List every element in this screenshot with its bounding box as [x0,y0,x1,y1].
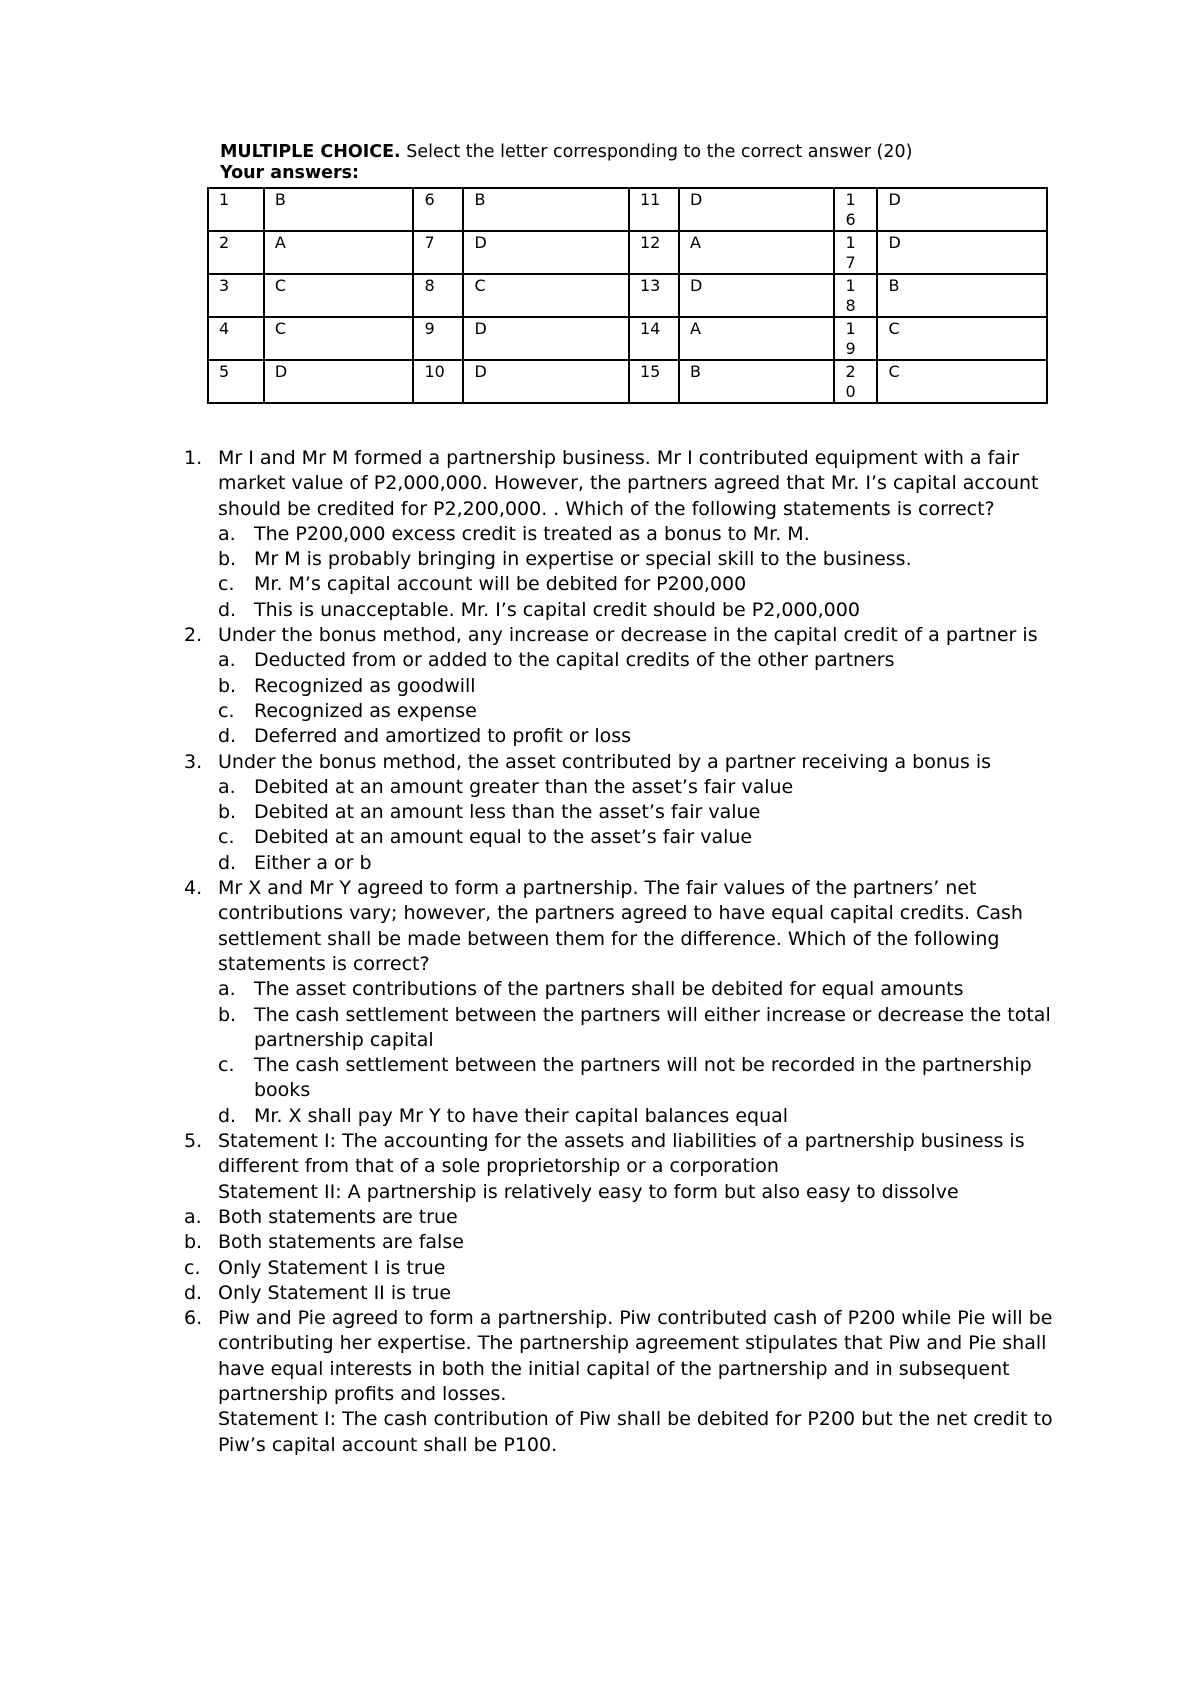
answer-letter: A [679,231,835,274]
answer-number [629,231,679,274]
instructions-header [220,142,1065,184]
question-item [170,750,1070,775]
answer-letter: D [463,231,629,274]
question-item [170,876,1070,977]
answer-option [170,1205,1070,1230]
question-number: 1. [184,447,203,469]
answer-number [629,360,679,403]
option-letter: a. [218,978,236,1001]
answer-number-text: 3 [219,276,230,295]
option-text: Deferred and amortized to profit or loss [254,725,632,748]
option-text: Mr. M’s capital account will be debited for P200,000 [254,573,747,596]
option-letter: d. [218,725,237,748]
option-letter: a. [218,775,236,798]
answer-number-text: 2 [219,233,230,252]
answer-table [207,187,1048,404]
option-text: The P200,000 excess credit is treated as a bonus to Mr. M. [254,522,810,545]
answer-number-text: 8 [424,276,435,295]
answer-option [170,1053,1070,1104]
answer-option [170,1003,1070,1054]
option-letter: b. [218,548,237,571]
answer-row [208,317,1047,360]
question-text: Statement I: The accounting for the assets and liabilities of a partnership business is different from that of a sole proprietorship or a corporation [218,1130,1025,1178]
option-text: This is unacceptable. Mr. I’s capital credit should be P2,000,000 [254,598,860,621]
answer-number [834,274,877,317]
answer-option [170,547,1070,572]
option-letter: b. [218,674,237,697]
answer-number-text: 17 [845,233,856,272]
option-text: Mr. X shall pay Mr Y to have their capital balances equal [254,1104,789,1127]
option-text: Only Statement II is true [218,1281,452,1304]
option-text: Debited at an amount greater than the asset’s fair value [254,775,794,798]
option-text: Both statements are false [218,1231,464,1254]
answer-letter: B [264,188,414,231]
answers-label: Your answers: [220,163,360,183]
answer-option [170,699,1070,724]
answer-letter: D [877,231,1047,274]
option-letter: d. [218,1104,237,1127]
question-item [170,1306,1070,1407]
option-text: Debited at an amount less than the asset’s fair value [254,801,761,824]
answer-number-text: 4 [219,319,230,338]
answer-option [170,522,1070,547]
answer-letter: D [264,360,414,403]
answer-number-text: 5 [219,362,230,381]
question-item [170,1129,1070,1180]
answer-option [170,674,1070,699]
answer-number [413,360,463,403]
option-letter: c. [218,573,235,596]
option-text: Deducted from or added to the capital credits of the other partners [254,649,895,672]
question-text: Piw and Pie agreed to form a partnership. Piw contributed cash of P200 while Pie will be contributing her expertise. The partnership agreement stipulates that Piw and Pie shall have equal interests in both the initial capital of the partnership and in subsequent partnership profits and losses. [218,1307,1053,1405]
answer-option [170,648,1070,673]
question-item [170,623,1070,648]
answer-number [208,360,264,403]
answer-number [208,231,264,274]
answer-row [208,231,1047,274]
answer-number [208,317,264,360]
answer-number [629,188,679,231]
option-letter: c. [184,1256,201,1279]
answer-letter: D [877,188,1047,231]
option-text: Debited at an amount equal to the asset’s fair value [254,826,753,849]
question-text: Mr I and Mr M formed a partnership business. Mr I contributed equipment with a fair market value of P2,000,000. However, the partners agreed that Mr. I’s capital account should be credited for P2,200,000. . Which of the following statements is correct? [218,447,1039,520]
answer-option [170,598,1070,623]
option-letter: a. [184,1205,202,1228]
answer-letter: D [679,188,835,231]
instructions-line [220,142,1065,163]
option-letter: c. [218,699,235,722]
answer-letter: C [264,274,414,317]
answer-option [170,1256,1070,1281]
answer-number [208,188,264,231]
answer-option [170,977,1070,1002]
option-text: The asset contributions of the partners shall be debited for equal amounts [254,978,964,1001]
answer-number-text: 15 [639,362,661,381]
option-text: The cash settlement between the partners will either increase or decrease the total partnership capital [254,1003,1051,1051]
question-number: 2. [184,624,203,647]
option-text: The cash settlement between the partners will not be recorded in the partnership books [254,1054,1032,1102]
answer-number-text: 13 [639,276,661,295]
answer-option [170,572,1070,597]
section-title: MULTIPLE CHOICE. [220,142,401,162]
answer-number-text: 6 [424,190,435,209]
answer-letter: B [463,188,629,231]
question-text: Mr X and Mr Y agreed to form a partnership. The fair values of the partners’ net contributions vary; however, the partners agreed to have equal capital credits. Cash settlement shall be made between them for the difference. Which of the following statements is correct? [218,877,1023,975]
answer-number-text: 10 [424,362,445,381]
answer-number-text: 9 [424,319,435,338]
question-text: Under the bonus method, the asset contributed by a partner receiving a bonus is [218,750,992,773]
answer-letter: A [679,317,835,360]
option-text: Recognized as expense [254,699,477,722]
answer-number-text: 18 [845,276,856,315]
question-statement: Statement I: The cash contribution of Piw shall be debited for P200 but the net credit to Piw’s capital account shall be P100. [218,1408,1053,1456]
answer-option [170,825,1070,850]
question-statement: Statement II: A partnership is relatively easy to form but also easy to dissolve [218,1180,959,1203]
option-letter: c. [218,1054,235,1077]
answer-letter: B [877,274,1047,317]
option-text: Only Statement I is true [218,1256,446,1279]
answer-letter: C [877,360,1047,403]
answer-option [170,851,1070,876]
option-letter: a. [218,522,236,545]
instructions-text: Select the letter corresponding to the correct answer (20) [400,142,913,162]
question-number: 5. [184,1130,203,1153]
answer-number [208,274,264,317]
option-letter: d. [218,598,237,621]
option-letter: c. [218,826,235,849]
option-text: Both statements are true [218,1205,458,1228]
answer-number-text: 11 [639,190,661,209]
answer-row [208,188,1047,231]
answer-letter: C [463,274,629,317]
answer-option [170,775,1070,800]
option-letter: d. [184,1281,203,1304]
answer-letter: D [463,360,629,403]
answer-number [413,274,463,317]
question-number: 6. [184,1307,203,1330]
answer-number [834,188,877,231]
question-list [170,446,1070,1458]
answer-number [413,231,463,274]
answer-number-text: 14 [639,319,661,338]
answer-letter: A [264,231,414,274]
answer-option [170,1230,1070,1255]
answer-number [834,360,877,403]
answer-row [208,360,1047,403]
answer-letter: D [679,274,835,317]
answer-option [170,1104,1070,1129]
answer-number-text: 1 [219,190,230,209]
answer-option [170,1281,1070,1306]
question-text: Under the bonus method, any increase or decrease in the capital credit of a partner is [218,624,1038,647]
answer-number-text: 12 [639,233,661,252]
answer-option [170,800,1070,825]
answer-letter: D [463,317,629,360]
answer-letter: C [264,317,414,360]
answer-number [629,274,679,317]
answer-number-text: 19 [845,319,856,358]
answer-number-text: 16 [845,190,856,229]
question-number: 4. [184,877,203,900]
option-letter: a. [218,649,236,672]
question-item [170,446,1070,522]
option-letter: b. [218,1003,237,1026]
option-text: Recognized as goodwill [254,674,476,697]
answer-letter: C [877,317,1047,360]
answer-letter: B [679,360,835,403]
answer-number-text: 7 [424,233,435,252]
answer-row [208,274,1047,317]
answer-option [170,724,1070,749]
option-text: Either a or b [254,851,372,874]
question-number: 3. [184,750,203,773]
answer-number-text: 20 [845,362,856,401]
answer-number [834,317,877,360]
option-letter: d. [218,851,237,874]
answer-number [834,231,877,274]
answer-number [413,188,463,231]
option-letter: b. [184,1231,203,1254]
option-text: Mr M is probably bringing in expertise or special skill to the business. [254,548,912,571]
answer-number [413,317,463,360]
option-letter: b. [218,801,237,824]
answer-number [629,317,679,360]
